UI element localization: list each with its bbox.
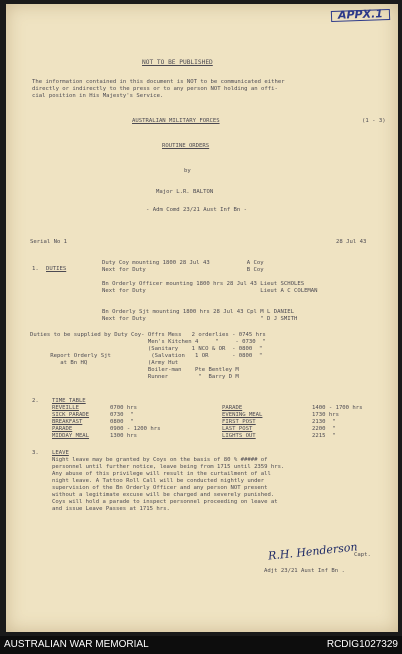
leave-line: without a legitimate excuse will be charged and severely punished. xyxy=(52,492,275,498)
notice-line-1: The information contained in this document is NOT to be communicated either xyxy=(32,79,285,85)
duties-supplied-line: Men's Kitchen 4 " - 0730 " xyxy=(30,339,266,345)
signature-role: Adjt 23/21 Aust Inf Bn . xyxy=(264,568,345,574)
appendix-label: APPX.1 xyxy=(331,9,390,22)
timetable-item: BREAKFAST xyxy=(52,419,83,425)
archive-name: AUSTRALIAN WAR MEMORIAL xyxy=(4,639,149,650)
duties-supplied-line: Report Orderly Sjt (Salvation 1 OR - 0800 " xyxy=(30,353,263,359)
duties-line: Bn Orderly Officer mounting 1800 hrs 28 Jul 43 Lieut SCHOLES xyxy=(102,281,305,287)
timetable-time: 0900 - 1200 hrs xyxy=(110,426,161,432)
timetable-time: 0700 hrs xyxy=(110,405,137,411)
duties-line: Next for Duty " D J SMITH xyxy=(102,316,298,322)
duties-number: 1. xyxy=(32,266,39,272)
timetable-item: REVEILLE xyxy=(52,405,79,411)
archive-id: RCDIG1027329 xyxy=(326,639,398,650)
timetable-time: 2215 " xyxy=(312,433,336,439)
timetable-item: EVENING MEAL xyxy=(222,412,263,418)
timetable-time: 1300 hrs xyxy=(110,433,137,439)
leave-line: and issue Leave Passes at 1715 hrs. xyxy=(52,506,170,512)
serial-date: 28 Jul 43 xyxy=(336,239,367,245)
duties-supplied-line: Runner " Barry D M xyxy=(30,374,239,380)
timetable-item: LAST POST xyxy=(222,426,253,432)
leave-line: personnel until further notice, leave being from 1715 until 2359 hrs. xyxy=(52,464,285,470)
signature-rank: Capt. xyxy=(354,552,371,558)
timetable-number: 2. xyxy=(32,398,39,404)
leave-line: Night leave may be granted by Coys on the basis of 80 % ##### of xyxy=(52,457,268,463)
document-page xyxy=(6,4,398,632)
timetable-time: 2200 " xyxy=(312,426,336,432)
leave-heading: LEAVE xyxy=(52,450,69,456)
leave-line: Any abuse of this privilege will result in the curtailment of all xyxy=(52,471,271,477)
timetable-item: MIDDAY MEAL xyxy=(52,433,90,439)
timetable-item: SICK PARADE xyxy=(52,412,90,418)
duties-supplied-line: Duties to be supplied by Duty Coy- Offrs Mess 2 orderlies - 0745 hrs xyxy=(30,332,266,338)
duties-line: Next for Duty Lieut A C COLEMAN xyxy=(102,288,318,294)
handwritten-signature: R.H. Henderson xyxy=(267,540,359,563)
author-role: - Adm Comd 23/21 Aust Inf Bn - xyxy=(146,207,248,213)
timetable-time: 0800 " xyxy=(110,419,134,425)
routine-orders-title: ROUTINE ORDERS xyxy=(162,143,210,149)
timetable-time: 0730 " xyxy=(110,412,134,418)
timetable-heading: TIME TABLE xyxy=(52,398,86,404)
not-published-heading: NOT TO BE PUBLISHED xyxy=(142,59,213,66)
leave-line: night leave. A Tattoo Roll Call will be conducted nightly under xyxy=(52,478,265,484)
timetable-time: 1730 hrs xyxy=(312,412,339,418)
duties-line: Duty Coy mounting 1800 28 Jul 43 A Coy xyxy=(102,260,264,266)
duties-heading: DUTIES xyxy=(46,266,67,272)
notice-line-2: directly or indirectly to the press or to any person NOT holding an offi- xyxy=(32,86,278,92)
org-heading: AUSTRALIAN MILITARY FORCES xyxy=(132,118,220,124)
duties-line: Bn Orderly Sjt mounting 1800 hrs 28 Jul 43 Cpl M L DANIEL xyxy=(102,309,294,315)
duties-supplied-line: Boiler-man Pte Bentley M xyxy=(30,367,239,373)
author-name: Major L.R. BALTON xyxy=(156,189,214,195)
leave-number: 3. xyxy=(32,450,39,456)
duties-line: Next for Duty B Coy xyxy=(102,267,264,273)
timetable-time: 2130 " xyxy=(312,419,336,425)
by-label: by xyxy=(184,168,191,174)
timetable-item: FIRST POST xyxy=(222,419,256,425)
timetable-time: 1400 - 1700 hrs xyxy=(312,405,363,411)
notice-line-3: cial position in His Majesty's Service. xyxy=(32,93,164,99)
duties-supplied-line: at Bn HQ (Army Hut xyxy=(30,360,179,366)
leave-line: Coys will hold a parade to inspect personnel proceeding on leave at xyxy=(52,499,278,505)
duties-supplied-line: (Sanitary 1 NCO & OR - 0800 " xyxy=(30,346,263,352)
archive-footer xyxy=(0,636,402,654)
timetable-item: LIGHTS OUT xyxy=(222,433,256,439)
page-ref: (1 - 3) xyxy=(362,118,386,124)
timetable-item: PARADE xyxy=(52,426,73,432)
serial-number: Serial No 1 xyxy=(30,239,68,245)
leave-line: supervision of the Bn Orderly Officer and any person NOT present xyxy=(52,485,268,491)
timetable-item: PARADE xyxy=(222,405,243,411)
